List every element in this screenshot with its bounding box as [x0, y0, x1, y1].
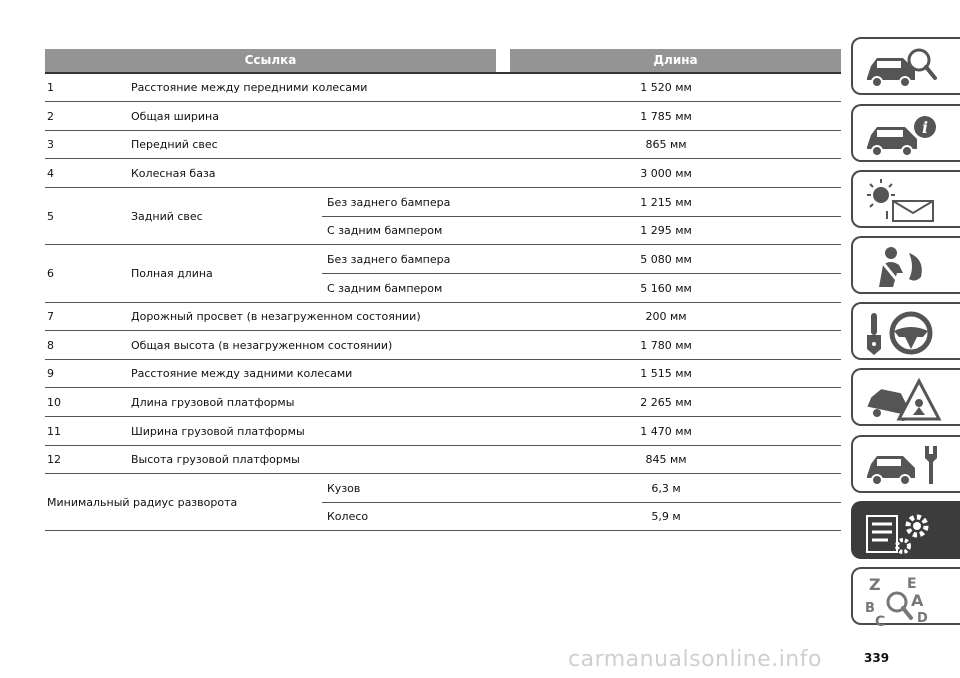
row-divider: [45, 416, 841, 417]
row-number: 4: [47, 167, 54, 180]
row-subitem-value: 1 295 мм: [640, 224, 692, 237]
steering-wheel-key-icon: [863, 309, 943, 357]
svg-text:E: E: [907, 576, 917, 592]
tab-emergency[interactable]: [851, 368, 960, 426]
row-description: Колесная база: [131, 167, 216, 180]
row-subitem-label: Колесо: [327, 510, 369, 523]
row-number: 8: [47, 339, 54, 352]
row-subitem-label: Без заднего бампера: [327, 196, 451, 209]
row-description: Высота грузовой платформы: [131, 453, 300, 466]
row-subitem-value: 5 080 мм: [640, 253, 692, 266]
row-divider: [45, 359, 841, 360]
row-number: 1: [47, 81, 54, 94]
row-description: Дорожный просвет (в незагруженном состоянии): [131, 310, 421, 323]
row-value: 200 мм: [645, 310, 687, 323]
row-divider: [45, 387, 841, 388]
row-value: 1 780 мм: [640, 339, 692, 352]
technical-data-icon: [863, 508, 943, 556]
row-number: 11: [47, 425, 61, 438]
tab-car-search[interactable]: [851, 37, 960, 95]
svg-text:Z: Z: [869, 575, 881, 594]
row-description: Расстояние между передними колесами: [131, 81, 368, 94]
alphabetical-index-icon: [863, 574, 943, 632]
row-subitem-value: 5,9 м: [651, 510, 681, 523]
turning-radius-label: Минимальный радиус разворота: [47, 496, 238, 509]
row-number: 9: [47, 367, 54, 380]
row-description: Передний свес: [131, 138, 218, 151]
row-value: 3 000 мм: [640, 167, 692, 180]
row-subitem-label: С задним бампером: [327, 224, 443, 237]
car-info-icon: [863, 111, 943, 159]
row-value: 845 мм: [645, 453, 687, 466]
row-number: 6: [47, 267, 54, 280]
row-description: Общая ширина: [131, 110, 219, 123]
tab-technical-data[interactable]: [851, 501, 960, 559]
subrow-divider: [322, 216, 841, 217]
row-number: 12: [47, 453, 61, 466]
row-description: Расстояние между задними колесами: [131, 367, 353, 380]
row-description: Задний свес: [131, 210, 203, 223]
row-number: 2: [47, 110, 54, 123]
row-divider: [45, 302, 841, 303]
row-subitem-value: 6,3 м: [651, 482, 681, 495]
svg-text:B: B: [865, 601, 875, 616]
row-subitem-value: 5 160 мм: [640, 282, 692, 295]
row-subitem-value: 1 215 мм: [640, 196, 692, 209]
seatbelt-airbag-icon: [863, 243, 943, 291]
row-subitem-label: Без заднего бампера: [327, 253, 451, 266]
tab-car-info[interactable]: [851, 104, 960, 162]
row-value: 1 470 мм: [640, 425, 692, 438]
header-divider: [45, 72, 841, 74]
svg-text:D: D: [917, 611, 928, 626]
row-divider: [45, 244, 841, 245]
tab-warning-lights[interactable]: [851, 170, 960, 228]
row-divider: [45, 130, 841, 131]
car-maintenance-icon: [863, 442, 943, 490]
car-search-icon: [863, 44, 943, 92]
row-value: 2 265 мм: [640, 396, 692, 409]
row-divider: [45, 101, 841, 102]
row-subitem-label: С задним бампером: [327, 282, 443, 295]
subrow-divider: [322, 273, 841, 274]
subrow-divider: [322, 502, 841, 503]
row-description: Общая высота (в незагруженном состоянии): [131, 339, 393, 352]
row-subitem-label: Кузов: [327, 482, 361, 495]
tab-starting-driving[interactable]: [851, 302, 960, 360]
row-divider: [45, 445, 841, 446]
tab-maintenance[interactable]: [851, 435, 960, 493]
row-number: 3: [47, 138, 54, 151]
row-divider: [45, 187, 841, 188]
row-description: Полная длина: [131, 267, 213, 280]
car-breakdown-warning-icon: [863, 375, 943, 423]
svg-text:C: C: [875, 614, 886, 630]
row-value: 865 мм: [645, 138, 687, 151]
page-number: 339: [864, 651, 890, 665]
row-divider: [45, 330, 841, 331]
watermark: carmanualsonline.info: [568, 647, 822, 672]
table-bottom-border: [45, 530, 841, 531]
svg-text:i: i: [921, 118, 929, 137]
row-value: 1 515 мм: [640, 367, 692, 380]
column-header-reference: Ссылка: [45, 49, 496, 72]
row-value: 1 785 мм: [640, 110, 692, 123]
row-number: 5: [47, 210, 54, 223]
row-description: Длина грузовой платформы: [131, 396, 295, 409]
row-number: 10: [47, 396, 61, 409]
row-value: 1 520 мм: [640, 81, 692, 94]
warning-light-envelope-icon: [863, 177, 943, 225]
row-description: Ширина грузовой платформы: [131, 425, 305, 438]
row-number: 7: [47, 310, 54, 323]
svg-text:A: A: [911, 591, 924, 610]
row-divider: [45, 473, 841, 474]
tab-alphabetical-index[interactable]: [851, 567, 960, 630]
column-header-length: Длина: [510, 49, 841, 72]
tab-safety[interactable]: [851, 236, 960, 294]
row-divider: [45, 158, 841, 159]
